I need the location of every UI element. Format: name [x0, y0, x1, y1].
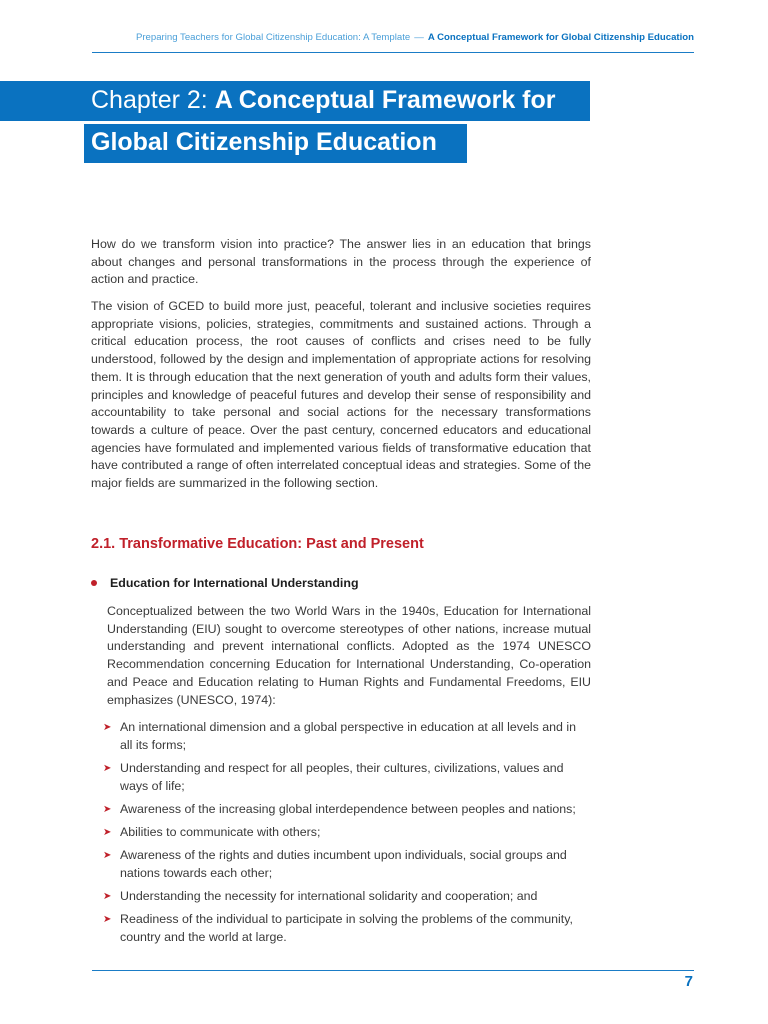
header-separator: —	[414, 32, 424, 43]
arrow-right-icon: ➤	[103, 891, 112, 903]
chapter-title-part1: A Conceptual Framework for	[214, 86, 556, 114]
intro-paragraph: How do we transform vision into practice? The answer lies in an education that brings about changes and personal transformations in the process through the experience of action and practice.	[91, 237, 591, 287]
list-item: ➤ Understanding the necessity for international solidarity and cooperation; and	[103, 888, 591, 906]
arrow-right-icon: ➤	[103, 850, 112, 862]
section-heading: 2.1. Transformative Education: Past and Present	[91, 536, 424, 552]
header-book-title: Preparing Teachers for Global Citizenship Education: A Template	[135, 32, 411, 43]
bullet-heading	[91, 576, 359, 590]
list-item: ➤ Awareness of the rights and duties incumbent upon individuals, social groups and nations towards each other;	[103, 848, 567, 880]
arrow-right-icon: ➤	[103, 762, 112, 774]
running-header	[136, 32, 694, 43]
chapter-title-line2: Global Citizenship Education	[91, 128, 437, 156]
list-item: ➤ Understanding and respect for all peoples, their cultures, civilizations, values and ways of life;	[103, 760, 564, 793]
chapter-prefix: Chapter 2:	[91, 86, 208, 114]
header-chapter-title: A Conceptual Framework for Global Citizenship Education	[427, 32, 694, 43]
arrow-right-icon: ➤	[103, 803, 112, 815]
list-item: ➤ Abilities to communicate with others;	[103, 824, 591, 842]
list-item: ➤ Readiness of the individual to participate in solving the problems of the community, country and the world at large.	[103, 912, 573, 945]
header-rule	[92, 52, 694, 53]
list-item: ➤ An international dimension and a global perspective in education at all levels and in all its forms;	[103, 720, 576, 752]
red-dot-icon	[91, 580, 97, 586]
page-number: 7	[684, 973, 693, 990]
bullet-title: Education for International Understanding	[110, 576, 359, 590]
chapter-title-line1	[91, 88, 556, 113]
vision-paragraph: The vision of GCED to build more just, peaceful, tolerant and inclusive societies requires appropriate visions, policies, strategies, commitments and sustained actions. Through a critical education process, the root causes of conflicts and crises need to be fully understood, followed by the design and implementation of appropriate actions for resolving them. It is through education that the next generation of youth and adults form their values, principles and knowledge of peaceful futures and develop their sense of responsibility and accountability to take personal and social actions for the necessary transformations towards a culture of peace. Over the past century, concerned educators and educational agencies have formulated and implemented various fields of transformative education that have contributed a range of often interrelated conceptual ideas and strategies. Some of the major fields are summarized in the following section.	[91, 299, 591, 491]
eiu-paragraph: Conceptualized between the two World Wars in the 1940s, Education for International Understanding (EIU) sought to overcome stereotypes of other nations, increase mutual understanding and prevent international conflicts. Adopted as the 1974 UNESCO Recommendation concerning Education for International Understanding, Co-operation and Peace and Education relating to Human Rights and Fundamental Freedoms, EIU emphasizes (UNESCO, 1974):	[107, 604, 591, 707]
arrow-right-icon: ➤	[103, 827, 112, 839]
arrow-right-icon: ➤	[103, 914, 112, 926]
arrow-right-icon: ➤	[103, 722, 112, 733]
eiu-list	[103, 719, 591, 952]
footer-rule	[92, 970, 694, 971]
list-item: ➤ Awareness of the increasing global interdependence between peoples and nations;	[103, 801, 591, 819]
